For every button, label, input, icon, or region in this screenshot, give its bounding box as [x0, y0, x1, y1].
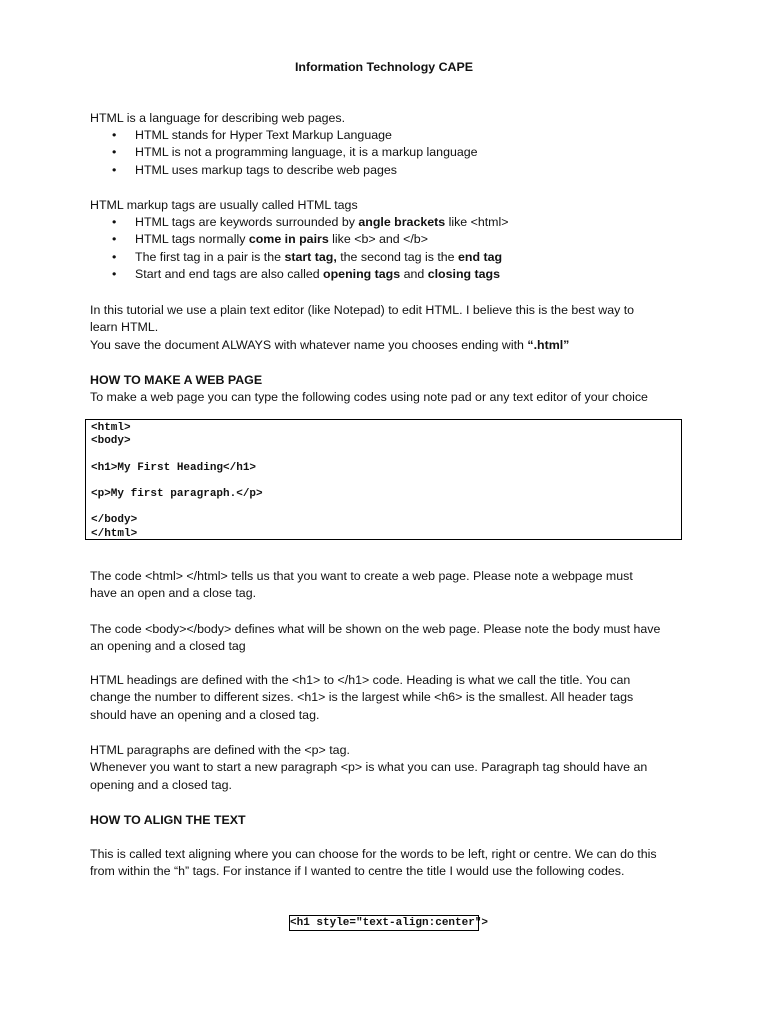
code-example-box: [85, 419, 682, 540]
tags-intro-line: HTML markup tags are usually called HTML tags: [90, 198, 358, 212]
explanation-line: should have an opening and a closed tag.: [90, 707, 320, 722]
bullet-text-pre: HTML tags are keywords surrounded by: [135, 215, 359, 229]
tutorial-line: In this tutorial we use a plain text editor (like Notepad) to edit HTML. I believe this is the best way to: [90, 303, 635, 317]
tags-intro-text: [90, 197, 690, 214]
list-item: [90, 231, 509, 248]
bullet-text: HTML is not a programming language, it is a markup language: [135, 145, 478, 160]
paragraphs-explanation: [90, 742, 690, 794]
bullet-icon: •: [112, 162, 117, 177]
tutorial-paragraph: [90, 302, 690, 354]
bullet-icon: •: [112, 249, 117, 264]
tutorial-line: [90, 337, 690, 354]
code-line: <html>: [91, 422, 131, 434]
list-item: [90, 162, 478, 179]
explanation-line: have an open and a close tag.: [90, 586, 257, 601]
file-extension: “.html”: [527, 337, 570, 352]
explanation-line: HTML headings are defined with the <h1> to </h1> code. Heading is what we call the title. You can: [90, 673, 631, 687]
explanation-line: opening and a closed tag.: [90, 777, 232, 792]
list-item: [90, 249, 509, 266]
tutorial-line: learn HTML.: [90, 320, 159, 335]
bullet-icon: •: [112, 267, 117, 282]
bullet-text-bold: opening tags: [323, 267, 401, 282]
explanation-line: an opening and a closed tag: [90, 639, 246, 654]
align-explanation: [90, 846, 690, 881]
make-page-line: To make a web page you can type the following codes using note pad or any text editor of your choice: [90, 390, 648, 404]
bullet-icon: •: [112, 128, 117, 142]
section-heading-make-page: HOW TO MAKE A WEB PAGE: [90, 373, 263, 387]
bullet-text-mid: the second tag is the: [336, 249, 459, 264]
bullet-text-bold: come in pairs: [248, 232, 329, 247]
code-line: <h1>My First Heading</h1>: [91, 461, 257, 474]
tutorial-text: You save the document ALWAYS with whatever name you chooses ending with: [90, 337, 528, 352]
bullet-icon: •: [112, 232, 117, 247]
list-item: [90, 266, 509, 283]
html-code-explanation: [90, 568, 690, 603]
tags-bullet-list: [90, 214, 509, 284]
code-line: [91, 475, 681, 488]
explanation-line: This is called text aligning where you can choose for the words to be left, right or centre. We can do this: [90, 847, 657, 861]
bullet-text-bold: start tag,: [284, 249, 337, 264]
explanation-line: change the number to different sizes. <h1> is the largest while <h6> is the smallest. All header tags: [90, 690, 634, 705]
explanation-line: The code <body></body> defines what will be shown on the web page. Please note the body must have: [90, 622, 661, 636]
bullet-icon: •: [112, 145, 117, 160]
section-heading-align: HOW TO ALIGN THE TEXT: [90, 813, 246, 827]
bullet-text-pre: HTML tags normally: [135, 232, 249, 247]
code-line: [91, 448, 681, 461]
intro-bullet-list: [90, 127, 478, 179]
align-code-snippet: <h1 style="text-align:center">: [290, 917, 489, 929]
code-line: </body>: [91, 514, 138, 527]
list-item: [90, 144, 478, 161]
bullet-text-bold: angle brackets: [358, 215, 446, 229]
bullet-icon: •: [112, 215, 117, 229]
list-item: [90, 214, 509, 231]
bullet-text-pre: Start and end tags are also called: [135, 267, 324, 282]
bullet-text: HTML stands for Hyper Text Markup Language: [135, 128, 392, 142]
headings-explanation: [90, 672, 690, 724]
code-line: <body>: [91, 435, 131, 448]
intro-line: HTML is a language for describing web pages.: [90, 111, 346, 125]
bullet-text-post: like <b> and </b>: [328, 232, 428, 247]
code-line: </html>: [91, 527, 138, 540]
make-page-text: [90, 389, 690, 406]
body-code-explanation: [90, 621, 690, 656]
bullet-text-bold: closing tags: [427, 267, 501, 282]
code-line: [91, 501, 681, 514]
page-title: Information Technology CAPE: [294, 60, 474, 74]
explanation-line: HTML paragraphs are defined with the <p> tag.: [90, 743, 350, 757]
code-line: <p>My first paragraph.</p>: [91, 487, 263, 500]
bullet-text: HTML uses markup tags to describe web pages: [135, 162, 397, 177]
bullet-text-pre: The first tag in a pair is the: [135, 249, 285, 264]
bullet-text-bold: end tag: [458, 249, 503, 264]
explanation-line: from within the “h” tags. For instance if I wanted to centre the title I would use the following codes.: [90, 864, 625, 879]
bullet-text-post: like <html>: [445, 215, 509, 229]
intro-text: [90, 110, 690, 127]
bullet-text-mid: and: [400, 267, 428, 282]
explanation-line: The code <html> </html> tells us that you want to create a web page. Please note a webpage must: [90, 569, 633, 583]
explanation-line: Whenever you want to start a new paragraph <p> is what you can use. Paragraph tag should have an: [90, 760, 648, 775]
list-item: [90, 127, 478, 144]
